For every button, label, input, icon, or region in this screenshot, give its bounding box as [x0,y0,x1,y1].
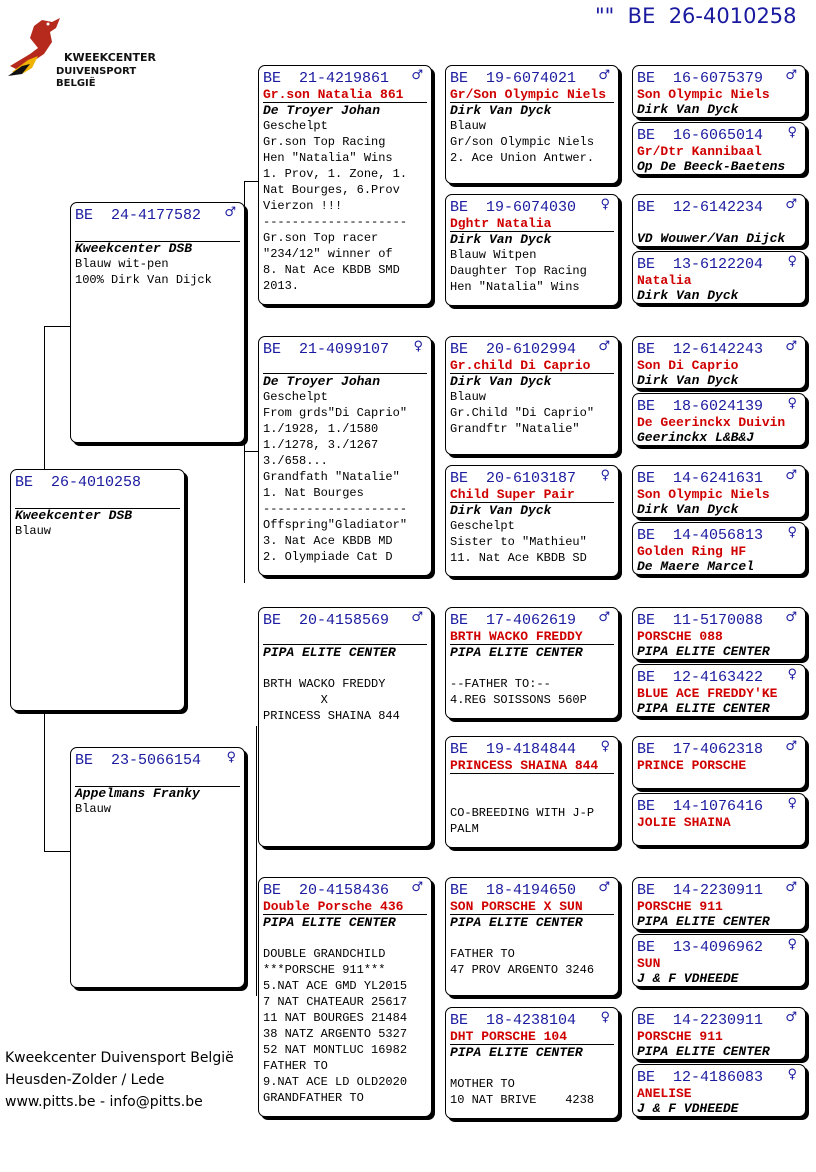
ring-number: BE 23-5066154 [75,752,202,769]
male-icon: ♂ [411,610,423,625]
pigeon-name: Dghtr Natalia [450,216,614,232]
female-icon: ♀ [600,197,610,212]
footer [5,1047,234,1113]
pigeon-card-gen3-2[interactable] [445,194,619,306]
pigeon-notes: Blauw wit-pen 100% Dirk Van Dijck [75,257,212,287]
logo-text-line1: KWEEKCENTER [64,51,156,64]
male-icon: ♂ [785,1010,797,1025]
connector-line [432,392,433,528]
ring-number: BE 17-4062619 [450,612,577,629]
female-icon: ♀ [787,937,797,952]
owner: Dirk Van Dyck [637,288,739,303]
connector-line [620,765,621,822]
pigeon-notes: Geschelpt Sister to "Mathieu" 11. Nat Ace KBDB SD [450,519,587,565]
ring-number: BE 12-6142243 [637,341,764,358]
pigeon-card-gen4-15[interactable] [632,1007,806,1060]
female-icon: ♀ [600,1010,610,1025]
owner: Dirk Van Dyck [637,102,739,117]
owner: J & F VDHEEDE [637,971,739,986]
ring-number: BE 20-6102994 [450,341,577,358]
pigeon-notes: Blauw Gr/son Olympic Niels 2. Ace Union Antwer. [450,119,595,165]
ring-number: BE 19-6074030 [450,199,577,216]
male-icon: ♂ [598,68,610,83]
pigeon-name [637,216,785,231]
pigeon-name: De Geerinckx Duivin [637,415,786,430]
pigeon-notes: Blauw [75,802,112,816]
female-icon: ♀ [600,739,610,754]
female-icon: ♀ [787,796,797,811]
owner [450,774,614,789]
pigeon-name: JOLIE SHAINA [637,815,731,830]
female-icon: ♀ [787,667,797,682]
male-icon: ♂ [598,339,610,354]
pigeon-card-gen4-8[interactable] [632,522,806,575]
ring-number: BE 20-6103187 [450,470,577,487]
pigeon-name [263,629,427,645]
pigeon-card-gen4-6[interactable] [632,393,806,446]
owner: Op De Beeck-Baetens [637,159,786,174]
connector-line [432,662,433,794]
female-icon: ♀ [787,254,797,269]
connector-line [244,451,259,452]
ring-number: BE 24-4177582 [75,207,202,224]
pigeon-card-gen3-1[interactable] [445,65,619,184]
ring-number: BE 21-4219861 [263,70,390,87]
owner: De Maere Marcel [637,559,755,574]
female-icon: ♀ [787,1067,797,1082]
ring-number: BE 14-2230911 [637,1012,764,1029]
ring-number: BE 18-4194650 [450,882,577,899]
pigeon-notes: --FATHER TO:-- 4.REG SOISSONS 560P [450,677,587,707]
pigeon-card-gen4-3[interactable] [632,194,806,247]
pigeon-card-main[interactable] [10,469,185,711]
connector-line [44,710,45,852]
pigeon-notes: Geschelpt From grds"Di Caprio" 1./1928, 1./1580 1./1278, 3./1267 3./658... Grandfath "Natalie" 1. Nat Bourges -------------------- Offspring"Gladiator" 3. Nat Ace KBDB MD 2. Olympiade Cat D [263,390,408,564]
ring-number: BE 12-6142234 [637,199,764,216]
pigeon-card-gen3-7[interactable] [445,877,619,996]
pigeon-card-ff[interactable] [258,65,432,305]
owner: Appelmans Franky [75,786,200,801]
owner: Dirk Van Dyck [450,374,552,389]
ring-number: BE 11-5170088 [637,612,764,629]
pigeon-card-mf[interactable] [258,607,432,847]
female-icon: ♀ [787,525,797,540]
female-icon: ♀ [787,125,797,140]
pigeon-notes: DOUBLE GRANDCHILD ***PORSCHE 911*** 5.NAT ACE GMD YL2015 7 NAT CHATEAUR 25617 11 NAT BOURGES 21484 38 NATZ ARGENTO 5327 52 NAT MONTLUC 16982 FATHER TO 9.NAT ACE LD OLD2020 GRANDFATHER TO [263,947,408,1105]
pigeon-card-gen3-3[interactable] [445,336,619,455]
owner: PIPA ELITE CENTER [263,645,396,660]
connector-line [620,93,621,148]
owner: J & F VDHEEDE [637,1101,739,1116]
owner: PIPA ELITE CENTER [637,1044,770,1059]
owner: PIPA ELITE CENTER [637,644,770,659]
connector-line [432,119,433,264]
pigeon-card-gen4-4[interactable] [632,251,806,304]
pigeon-card-gen4-1[interactable] [632,65,806,118]
owner: PIPA ELITE CENTER [263,915,396,930]
pigeon-notes: FATHER TO 47 PROV ARGENTO 3246 [450,947,595,977]
ring-number: BE 18-6024139 [637,398,764,415]
female-icon: ♀ [226,750,236,765]
pigeon-card-gen3-8[interactable] [445,1007,619,1119]
pigeon-card-gen4-10[interactable] [632,664,806,717]
owner: Dirk Van Dyck [637,502,739,517]
pigeon-card-mm[interactable] [258,877,432,1117]
pigeon-name: Son Olympic Niels [637,487,770,502]
male-icon: ♂ [785,880,797,895]
owner: De Troyer Johan [263,103,381,118]
owner: Dirk Van Dyck [450,103,552,118]
pigeon-card-father[interactable] [70,202,245,443]
connector-line [432,934,433,1068]
pigeon-card-gen3-5[interactable] [445,607,619,719]
female-icon: ♀ [787,396,797,411]
connector-line [44,326,45,469]
pigeon-name: Double Porsche 436 [263,899,427,915]
male-icon: ♂ [785,739,797,754]
pigeon-name: Gr/Dtr Kannibaal [637,144,762,159]
pigeon-name: DHT PORSCHE 104 [450,1029,614,1045]
owner: Kweekcenter DSB [75,241,193,256]
male-icon: ♂ [598,880,610,895]
pigeon-name: PRINCE PORSCHE [637,758,747,773]
ring-number: BE 14-4056813 [637,527,764,544]
pigeon-name: PORSCHE 088 [637,629,723,644]
pigeon-name: PRINCESS SHAINA 844 [450,758,614,774]
pigeon-name: Natalia [637,273,692,288]
pigeon-name: ANELISE [637,1086,692,1101]
pigeon-card-mother[interactable] [70,747,245,988]
ring-number: BE 19-4184844 [450,741,577,758]
pigeon-name: Golden Ring HF [637,544,747,559]
pigeon-notes: MOTHER TO 10 NAT BRIVE 4238 [450,1077,595,1107]
connector-line [256,726,257,996]
pigeon-name: BLUE ACE FREDDY'KE [637,686,778,701]
pigeon-notes: CO-BREEDING WITH J-P PALM [450,806,595,836]
male-icon: ♂ [785,339,797,354]
pigeon-name: Son Di Caprio [637,358,739,373]
pigeon-card-fm[interactable] [258,336,432,576]
pigeon-name: PORSCHE 911 [637,1029,723,1044]
male-icon: ♂ [224,205,236,220]
pigeon-notes: Blauw Gr.Child "Di Caprio" Grandftr "Natalie" [450,390,595,436]
pigeon-card-gen4-12[interactable] [632,793,806,846]
pigeon-card-gen4-16[interactable] [632,1064,806,1117]
pigeon-name: Son Olympic Niels [637,87,770,102]
connector-line [44,851,71,852]
owner: Dirk Van Dyck [450,232,552,247]
ring-number: BE 20-4158569 [263,612,390,629]
pigeon-name: Gr.son Natalia 861 [263,87,427,103]
female-icon: ♀ [413,339,423,354]
pigeon-name: Child Super Pair [450,487,614,503]
ring-number: BE 17-4062318 [637,741,764,758]
owner: Kweekcenter DSB [15,508,133,523]
owner: PIPA ELITE CENTER [450,915,583,930]
pigeon-card-gen4-7[interactable] [632,465,806,518]
pigeon-name: PORSCHE 911 [637,899,723,914]
female-icon: ♀ [600,468,610,483]
owner: VD Wouwer/Van Dijck [637,231,786,246]
pigeon-color: Blauw [15,524,52,538]
connector-line [620,906,621,963]
connector-line [620,364,621,421]
pigeon-card-gen4-14[interactable] [632,934,806,987]
pigeon-name: Gr/Son Olympic Niels [450,87,614,103]
pigeon-name [263,358,427,374]
pigeon-name: SUN [637,956,661,971]
ring-number: BE 21-4099107 [263,341,390,358]
male-icon: ♂ [785,197,797,212]
male-icon: ♂ [411,880,423,895]
connector-line [44,326,71,327]
pigeon-card-gen3-6[interactable] [445,736,619,848]
male-icon: ♂ [785,610,797,625]
owner: Dirk Van Dyck [637,373,739,388]
connector-line [620,636,621,692]
ring-number: BE 13-4096962 [637,939,764,956]
connector-line [620,1036,621,1092]
male-icon: ♂ [411,68,423,83]
owner: PIPA ELITE CENTER [637,701,770,716]
ring-number: BE 19-6074021 [450,70,577,87]
pigeon-card-gen4-2[interactable] [632,122,806,175]
owner: PIPA ELITE CENTER [450,645,583,660]
logo [8,16,178,89]
footer-location: Heusden-Zolder / Lede [5,1072,165,1088]
connector-line [620,494,621,551]
pigeon-card-gen3-4[interactable] [445,465,619,577]
ring-number: BE 16-6075379 [637,70,764,87]
ring-number: BE 18-4238104 [450,1012,577,1029]
pigeon-card-gen4-5[interactable] [632,336,806,389]
pigeon-name: Gr.child Di Caprio [450,358,614,374]
ring-number: BE 14-2230911 [637,882,764,899]
connector-line [244,181,259,182]
ring-number: BE 13-6122204 [637,256,764,273]
pigeon-notes: Geschelpt Gr.son Top Racing Hen "Natalia" Wins 1. Prov, 1. Zone, 1. Nat Bourges, 6.Prov Vierzon !!! -------------------- Gr.son Top racer "234/12" winner of 8. Nat Ace KBDB SMD 2013. [263,119,408,293]
male-icon: ♂ [785,468,797,483]
owner: Geerinckx L&B&J [637,430,755,445]
pigeon-notes: BRTH WACKO FREDDY X PRINCESS SHAINA 844 [263,677,400,723]
male-icon: ♂ [598,610,610,625]
ring-number: BE 12-4163422 [637,669,764,686]
footer-contact-link[interactable]: www.pitts.be - info@pitts.be [5,1094,203,1110]
pigeon-card-gen4-11[interactable] [632,736,806,789]
pigeon-card-gen4-9[interactable] [632,607,806,660]
pigeon-name: BRTH WACKO FREDDY [450,629,614,645]
ring-number: BE 16-6065014 [637,127,764,144]
male-icon: ♂ [785,68,797,83]
ring-number: BE 26-4010258 [15,474,142,491]
owner: Dirk Van Dyck [450,503,552,518]
pigeon-name: SON PORSCHE X SUN [450,899,614,915]
ring-number: BE 20-4158436 [263,882,390,899]
ring-number: BE 14-1076416 [637,798,764,815]
connector-line [620,222,621,277]
pigeon-notes: Blauw Witpen Daughter Top Racing Hen "Natalia" Wins [450,248,587,294]
owner: PIPA ELITE CENTER [637,914,770,929]
owner: PIPA ELITE CENTER [450,1045,583,1060]
footer-company: Kweekcenter Duivensport België [5,1050,234,1066]
owner: De Troyer Johan [263,374,381,389]
pigeon-card-gen4-13[interactable] [632,877,806,930]
pedigree-title: "" BE 26-4010258 [595,4,797,28]
ring-number: BE 12-4186083 [637,1069,764,1086]
logo-text-line2: DUIVENSPORT BELGIË [56,66,137,89]
ring-number: BE 14-6241631 [637,470,764,487]
